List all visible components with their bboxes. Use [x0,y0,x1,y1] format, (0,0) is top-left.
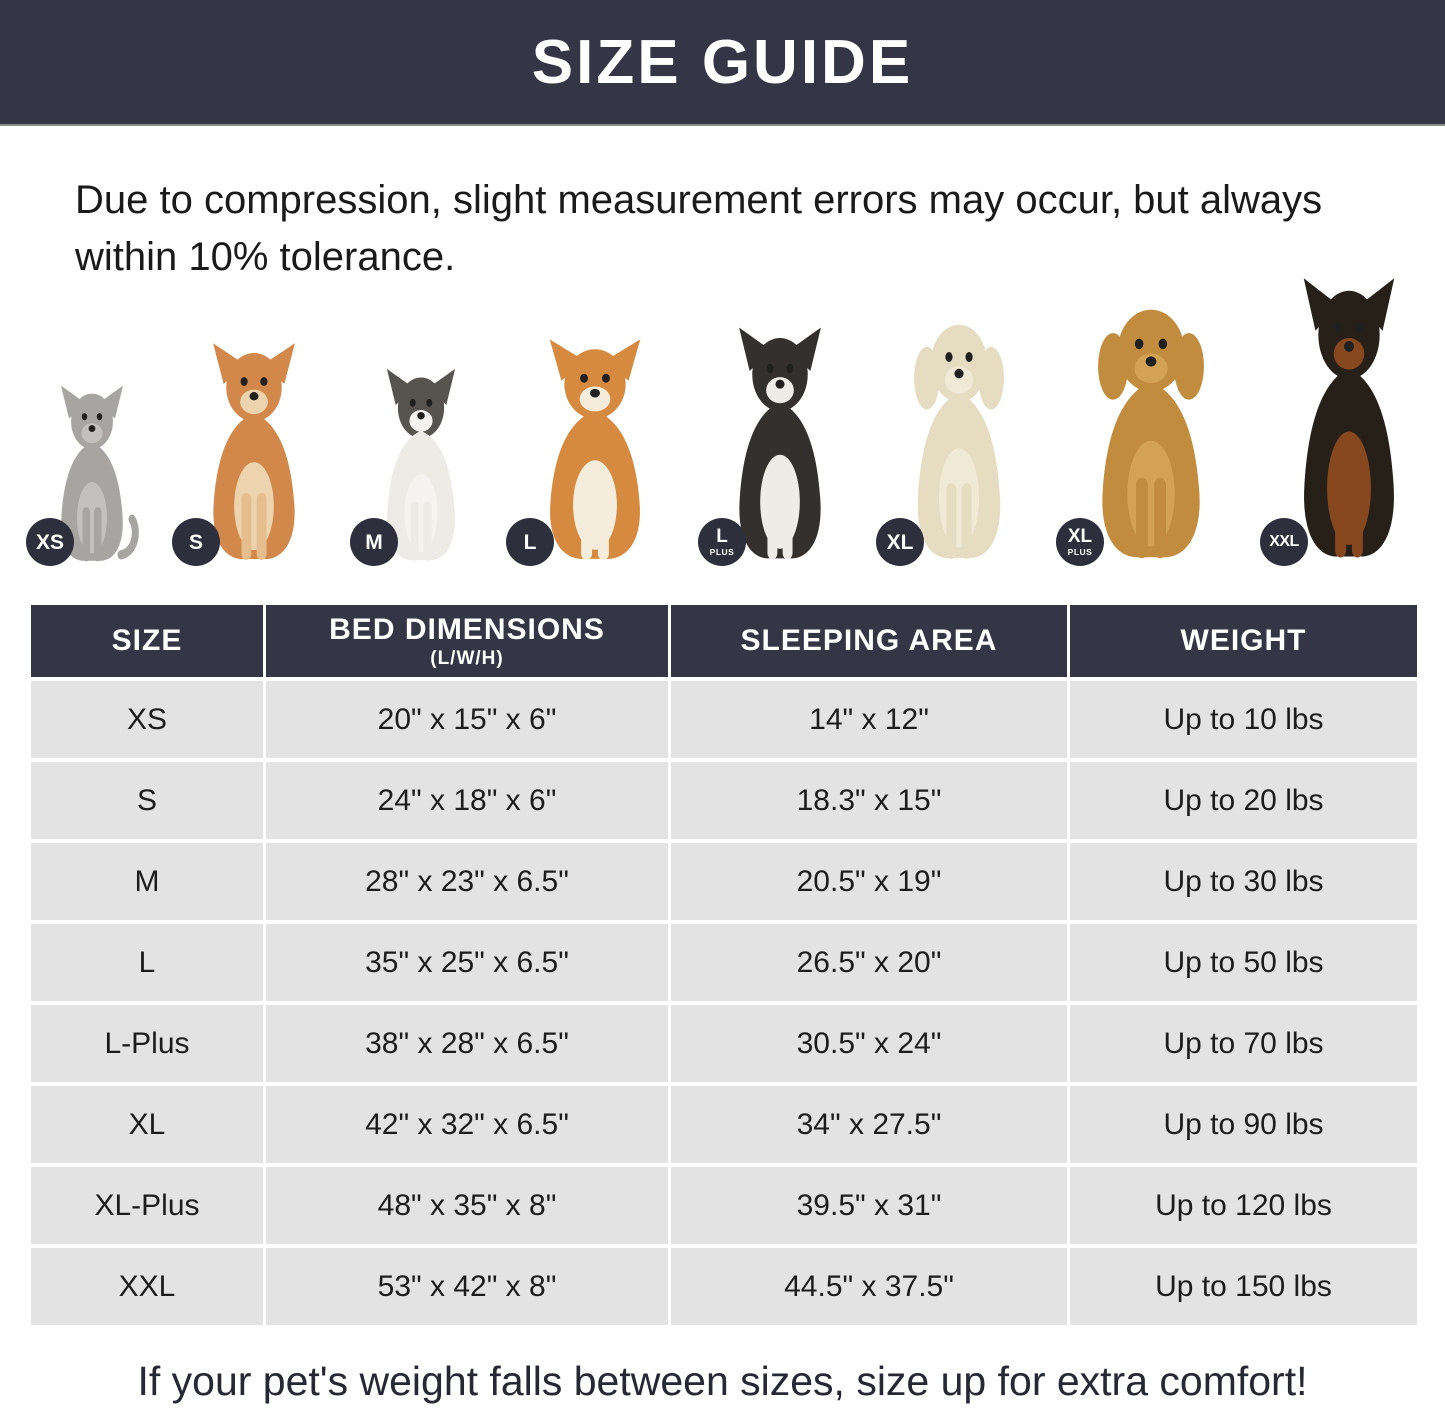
size-badge-s [172,518,220,566]
table-row-xl [31,1086,1417,1163]
badge-label: M [365,530,383,554]
pet-figure-cat [35,383,142,568]
table-header [31,605,1417,677]
cell-size: L-Plus [31,1005,263,1082]
column-header-sleeping-area [671,605,1067,677]
cell-sleeping-area: 18.3" x 15" [671,762,1067,839]
table-row-s [31,762,1417,839]
badge-label: XS [35,530,64,554]
table-row-m [31,843,1417,920]
cell-sleeping-area: 34" x 27.5" [671,1086,1067,1163]
badge-sublabel: PLUS [1067,547,1093,558]
cell-bed-dimensions: 35" x 25" x 6.5" [266,924,668,1001]
column-header-size [31,605,263,677]
table-row-xxl [31,1248,1417,1325]
badge-sublabel: PLUS [709,547,735,558]
pet-figure-border-collie [709,324,846,568]
cell-weight: Up to 30 lbs [1070,843,1417,920]
badge-label: S [188,530,203,554]
badge-label: XL [1067,526,1093,548]
pet-size-comparison-row [35,268,1422,568]
footer-note: If your pet's weight falls between sizes, size up for extra comfort! [137,1358,1308,1404]
pet-figure-doberman [1269,274,1422,568]
cell-sleeping-area: 39.5" x 31" [671,1167,1067,1244]
cell-weight: Up to 10 lbs [1070,681,1417,758]
size-badge-xl-plus [1056,518,1104,566]
cell-bed-dimensions: 20" x 15" x 6" [266,681,668,758]
cell-weight: Up to 50 lbs [1070,924,1417,1001]
cell-bed-dimensions: 38" x 28" x 6.5" [266,1005,668,1082]
cell-bed-dimensions: 42" x 32" x 6.5" [266,1086,668,1163]
column-sublabel: (L/W/H) [430,647,504,669]
cell-size: XL-Plus [31,1167,263,1244]
cell-sleeping-area: 20.5" x 19" [671,843,1067,920]
cell-bed-dimensions: 53" x 42" x 8" [266,1248,668,1325]
cell-size: XS [31,681,263,758]
cell-weight: Up to 120 lbs [1070,1167,1417,1244]
cell-weight: Up to 70 lbs [1070,1005,1417,1082]
badge-label: XXL [1269,533,1299,550]
table-row-l [31,924,1417,1001]
cell-bed-dimensions: 24" x 18" x 6" [266,762,668,839]
size-badge-xxl [1260,518,1308,566]
column-label: WEIGHT [1180,624,1307,657]
size-guide-table [28,601,1420,1329]
pet-figure-pomeranian [188,340,320,568]
column-label: SLEEPING AREA [740,624,998,657]
cell-sleeping-area: 44.5" x 37.5" [671,1248,1067,1325]
badge-label: XL [886,530,914,554]
cell-bed-dimensions: 28" x 23" x 6.5" [266,843,668,920]
cell-size: XL [31,1086,263,1163]
cell-size: S [31,762,263,839]
badge-label: L [716,526,728,548]
cell-weight: Up to 90 lbs [1070,1086,1417,1163]
cell-bed-dimensions: 48" x 35" x 8" [266,1167,668,1244]
cell-sleeping-area: 26.5" x 20" [671,924,1067,1001]
cell-size: M [31,843,263,920]
pet-figure-shiba-inu [522,336,668,568]
header-bar [0,0,1445,126]
column-header-weight [1070,605,1417,677]
pet-figure-french-bulldog [366,366,476,568]
table-row-xl-plus [31,1167,1417,1244]
size-badge-l [506,518,554,566]
column-label: BED DIMENSIONS [329,612,605,646]
size-badge-m [350,518,398,566]
cell-sleeping-area: 30.5" x 24" [671,1005,1067,1082]
pet-figure-golden-retriever [1067,294,1230,568]
table-row-xs [31,681,1417,758]
page-title: SIZE GUIDE [531,27,914,97]
cell-weight: Up to 20 lbs [1070,762,1417,839]
table-body [31,681,1417,1325]
cell-sleeping-area: 14" x 12" [671,681,1067,758]
table-row-l-plus [31,1005,1417,1082]
cell-size: L [31,924,263,1001]
size-badge-l-plus [698,518,746,566]
column-label: SIZE [111,624,183,657]
cell-weight: Up to 150 lbs [1070,1248,1417,1325]
size-badge-xl [876,518,924,566]
cell-size: XXL [31,1248,263,1325]
size-badge-xs [26,518,74,566]
badge-label: L [523,530,537,554]
column-header-bed-dimensions [266,605,668,677]
pet-figure-labrador [886,310,1026,568]
disclaimer-text: Due to compression, slight measurement errors may occur, but always within 10% tolerance. [75,178,1323,279]
